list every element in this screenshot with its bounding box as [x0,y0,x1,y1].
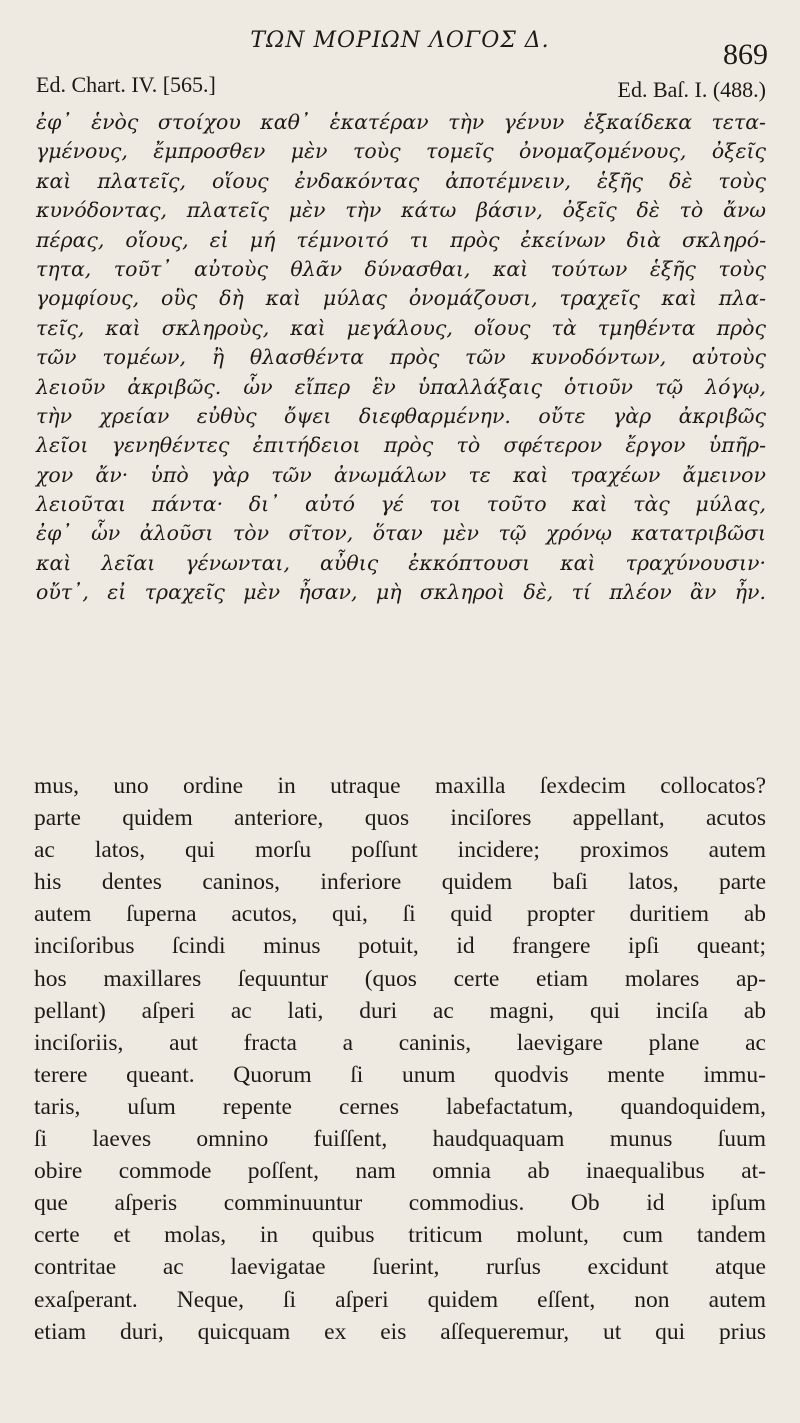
latin-line: contritae ac laevigatae ſuerint, rurſus excidunt atque [34,1254,766,1281]
edition-reference-chartier: Ed. Chart. IV. [565.] [36,72,216,97]
running-title: ΤΩΝ ΜΟΡΙΩΝ ΛΟΓΟΣ Δ. [250,28,550,53]
greek-line: γομφίους, οὓς δὴ καὶ μύλας ὀνομάζουσι, τραχεῖς καὶ πλα- [36,286,766,311]
latin-line: ſi laeves omnino fuiſſent, haudquaquam munus ſuum [34,1126,766,1153]
edition-reference-basel: Ed. Baſ. I. (488.) [617,77,766,102]
greek-line: καὶ λεῖαι γένωνται, αὖθις ἐκκόπτουσι καὶ τραχύνουσιν· [36,550,766,575]
greek-text-block [36,108,766,608]
latin-text-block [34,770,766,1348]
latin-line: pellant) aſperi ac lati, duri ac magni, qui inciſa ab [34,997,766,1024]
greek-line: καὶ πλατεῖς, οἵους ἐνδακόντας ἀποτέμνειν, ἑξῆς δὲ τοὺς [36,168,766,193]
greek-line: κυνόδοντας, πλατεῖς μὲν τὴν κάτω βάσιν, ὀξεῖς δὲ τὸ ἄνω [36,198,766,223]
greek-line: πέρας, οἵους, εἰ μή τέμνοιτό τι πρὸς ἐκείνων διὰ σκληρό- [36,227,766,252]
greek-line: τῶν τομέων, ἢ θλασθέντα πρὸς τῶν κυνοδόντων, αὐτοὺς [36,345,766,370]
greek-line: χον ἄν· ὑπὸ γὰρ τῶν ἀνωμάλων τε καὶ τραχέων ἄμεινον [36,462,766,487]
greek-line: τὴν χρείαν εὐθὺς ὄψει διεφθαρμένην. οὔτε γὰρ ἀκριβῶς [36,403,766,428]
latin-line: etiam duri, quicquam ex eis aſſequeremur, ut qui prius [34,1318,766,1345]
greek-line: γμένους, ἔμπροσθεν μὲν τοὺς τομεῖς ὀνομαζομένους, ὀξεῖς [36,139,766,164]
latin-line: que aſperis comminuuntur commodius. Ob id ipſum [34,1190,766,1217]
page-number: 869 [723,38,768,71]
greek-line: τητα, τοῦτ᾽ αὐτοὺς θλᾶν δύνασθαι, καὶ τούτων ἑξῆς τοὺς [36,256,766,281]
latin-line: obire commode poſſent, nam omnia ab inaequalibus at- [34,1158,766,1185]
latin-line: hos maxillares ſequuntur (quos certe etiam molares ap- [34,965,766,992]
latin-line: ac latos, qui morſu poſſunt incidere; proximos autem [34,837,766,864]
latin-line: certe et molas, in quibus triticum molunt, cum tandem [34,1222,766,1249]
latin-line: mus, uno ordine in utraque maxilla ſexdecim collocatos? [34,773,766,799]
latin-line: inciſoriis, aut fracta a caninis, laevigare plane ac [34,1029,766,1056]
latin-line: parte quidem anteriore, quos inciſores appellant, acutos [34,805,766,832]
greek-line: ἐφ᾽ ὧν ἀλοῦσι τὸν σῖτον, ὅταν μὲν τῷ χρόνῳ κατατριβῶσι [36,521,766,546]
greek-line: οὔτ᾽, εἰ τραχεῖς μὲν ἦσαν, μὴ σκληροὶ δὲ, τί πλέον ἂν ἦν. [36,580,766,605]
latin-line: autem ſuperna acutos, qui, ſi quid propter duritiem ab [34,901,766,928]
latin-line: his dentes caninos, inferiore quidem baſi latos, parte [34,869,766,896]
latin-line: inciſoribus ſcindi minus potuit, id frangere ipſi queant; [34,933,766,960]
latin-line: taris, uſum repente cernes labefactatum, quandoquidem, [34,1093,766,1120]
greek-line: λειοῦται πάντα· δι᾽ αὐτό γέ τοι τοῦτο καὶ τὰς μύλας, [36,492,766,517]
latin-line: terere queant. Quorum ſi unum quodvis mente immu- [34,1061,766,1088]
greek-line: λειοῦν ἀκριβῶς. ὧν εἴπερ ἓν ὑπαλλάξαις ὁτιοῦν τῷ λόγῳ, [36,374,766,399]
latin-line: exaſperant. Neque, ſi aſperi quidem eſſent, non autem [34,1286,766,1313]
greek-line: λεῖοι γενηθέντες ἐπιτήδειοι πρὸς τὸ σφέτερον ἔργον ὑπῆρ- [36,433,766,458]
greek-line: ἐφ᾽ ἑνὸς στοίχου καθ᾽ ἑκατέραν τὴν γένυν ἑξκαίδεκα τετα- [36,110,766,134]
greek-line: τεῖς, καὶ σκληροὺς, καὶ μεγάλους, οἵους τὰ τμηθέντα πρὸς [36,315,766,340]
